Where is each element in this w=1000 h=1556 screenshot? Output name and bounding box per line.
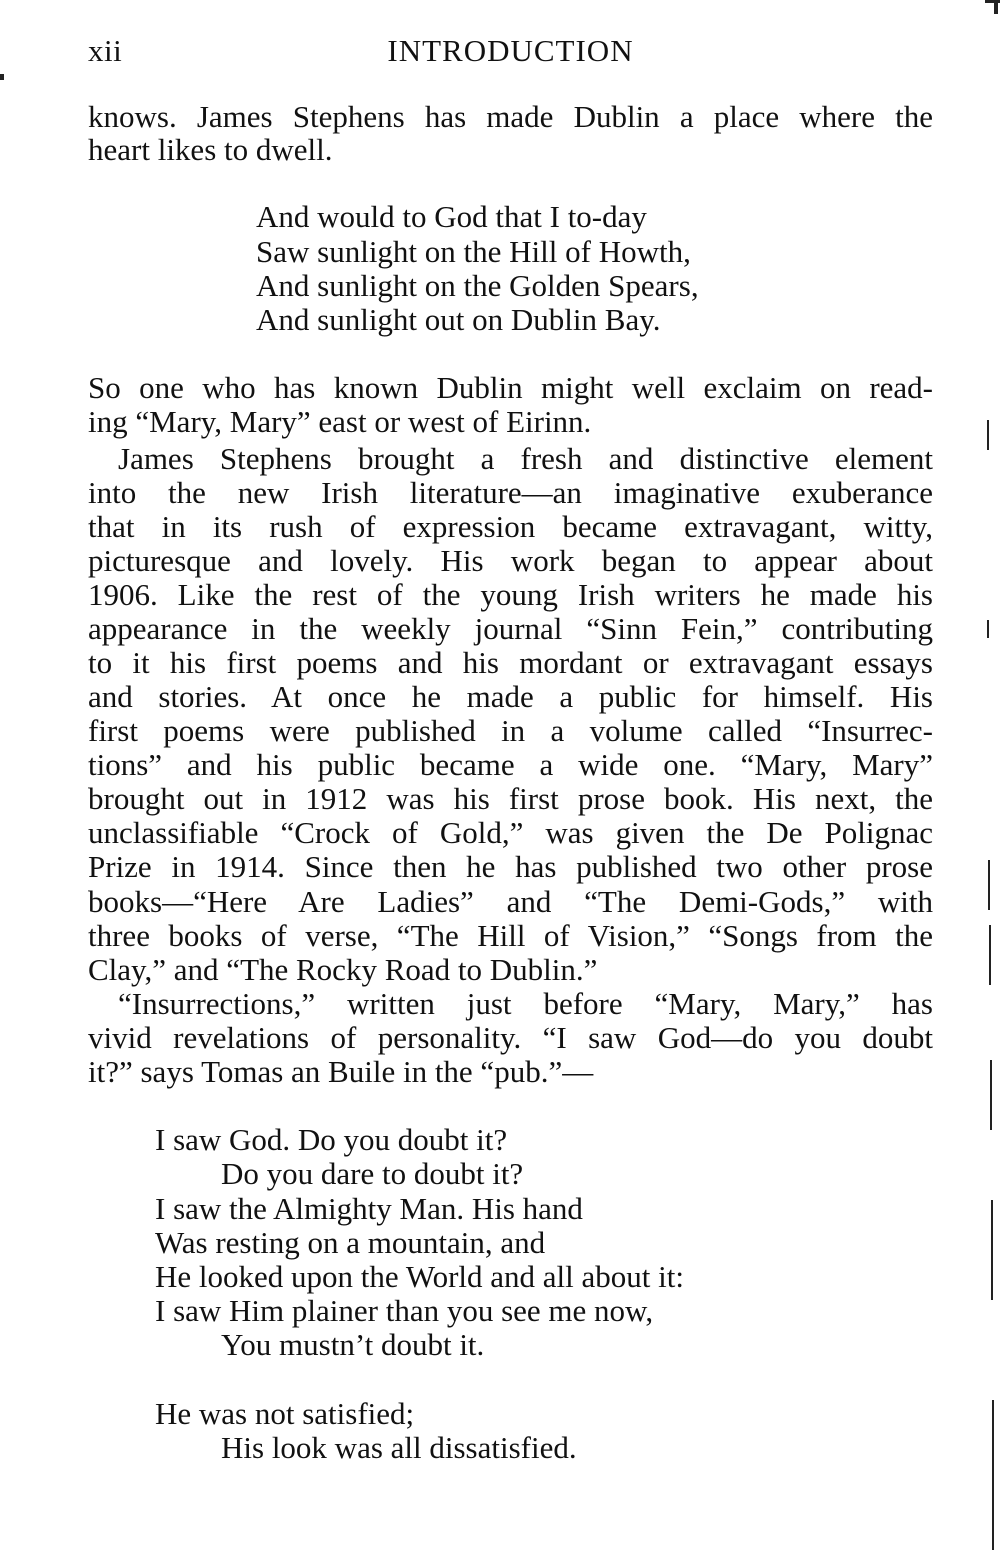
text-line: first poems were published in a volume called “Insurrec- [88,713,933,748]
text-line: picturesque and lovely. His work began to appear about [88,543,933,578]
text-line: appearance in the weekly journal “Sinn Fein,” contributing [88,611,933,646]
scan-edge-mark [989,925,991,985]
verse-line: And sunlight out on Dublin Bay. [256,302,661,337]
text-line: books—“Here Are Ladies” and “The Demi-Gods,” with [88,884,933,919]
verse-line: His look was all dissatisfied. [221,1430,577,1465]
scan-edge-mark [0,74,4,80]
text-line: that in its rush of expression became extravagant, witty, [88,509,933,544]
text-line: and stories. At once he made a public for himself. His [88,679,933,714]
verse-line: I saw God. Do you doubt it? [155,1122,508,1157]
verse-line: Saw sunlight on the Hill of Howth, [256,234,691,269]
text-line: So one who has known Dublin might well exclaim on read- [88,370,933,405]
text-line: tions” and his public became a wide one. “Mary, Mary” [88,747,933,782]
scan-edge-mark [990,1060,992,1130]
verse-line: I saw the Almighty Man. His hand [155,1191,583,1226]
verse-line: I saw Him plainer than you see me now, [155,1293,654,1328]
verse-line: And would to God that I to-day [256,199,647,234]
text-line: brought out in 1912 was his first prose book. His next, the [88,781,933,816]
text-line: into the new Irish literature—an imaginative exuberance [88,475,933,510]
verse-line: He was not satisfied; [155,1396,415,1431]
scan-edge-mark [988,860,990,910]
running-title: INTRODUCTION [387,33,634,68]
text-line: Clay,” and “The Rocky Road to Dublin.” [88,952,598,987]
text-line: James Stephens brought a fresh and distinctive element [118,441,933,476]
verse-line: Was resting on a mountain, and [155,1225,546,1260]
scan-edge-mark [994,0,998,14]
verse-line: And sunlight on the Golden Spears, [256,268,699,303]
text-line: it?” says Tomas an Buile in the “pub.”— [88,1054,594,1089]
verse-line: Do you dare to doubt it? [221,1156,524,1191]
verse-line: He looked upon the World and all about it: [155,1259,684,1294]
text-line: “Insurrections,” written just before “Mary, Mary,” has [118,986,933,1021]
text-line: unclassifiable “Crock of Gold,” was given the De Polignac [88,815,933,850]
text-line: 1906. Like the rest of the young Irish writers he made his [88,577,933,612]
text-line: to it his first poems and his mordant or extravagant essays [88,645,933,680]
verse-line: You mustn’t doubt it. [221,1327,485,1362]
text-line: ing “Mary, Mary” east or west of Eirinn. [88,404,592,439]
text-line: three books of verse, “The Hill of Vision,” “Songs from the [88,918,933,953]
scan-edge-mark [987,620,989,638]
page-number: xii [88,33,123,68]
scan-edge-mark [987,420,989,450]
scan-edge-mark [991,1200,993,1300]
scan-edge-mark [992,1400,994,1550]
text-line: knows. James Stephens has made Dublin a place where the [88,99,933,134]
text-line: heart likes to dwell. [88,132,333,167]
text-line: Prize in 1914. Since then he has published two other prose [88,849,933,884]
text-line: vivid revelations of personality. “I saw God—do you doubt [88,1020,933,1055]
page-header [88,33,933,73]
